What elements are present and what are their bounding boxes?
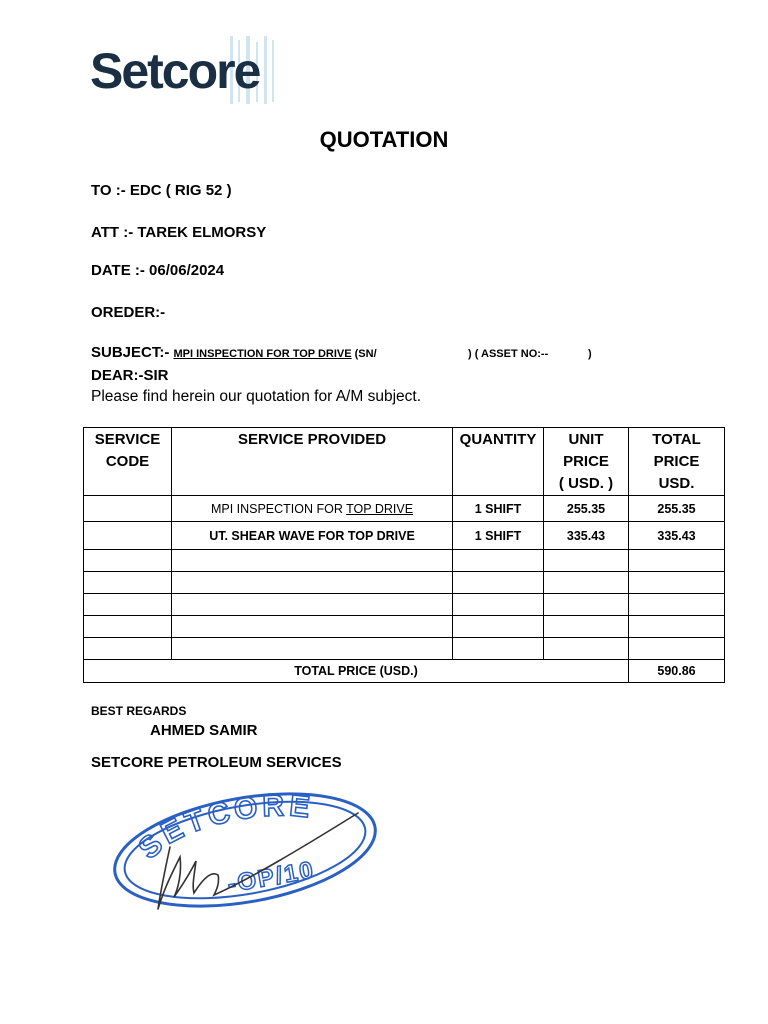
empty-row [84,638,725,660]
row-service: UT. SHEAR WAVE FOR TOP DRIVE [172,522,453,550]
dear-line: DEAR:-SIR [91,367,169,384]
empty-row [84,572,725,594]
order-line: OREDER:- [91,304,166,321]
row-quantity: 1 SHIFT [453,522,544,550]
total-value: 590.86 [629,660,725,683]
company-name: SETCORE PETROLEUM SERVICES [91,754,342,771]
date-line: DATE :- 06/06/2024 [91,262,225,279]
signatory-name: AHMED SAMIR [150,722,258,739]
subject-line [91,344,711,361]
logo-text: Setcore [90,43,260,99]
header-service-code: SERVICE CODE [84,428,172,496]
subject-text: MPI INSPECTION FOR TOP DRIVE [173,348,352,360]
company-logo [90,36,280,106]
stamp-top-text: SETCORE [132,789,316,866]
company-stamp [100,785,390,915]
to-line: TO :- EDC ( RIG 52 ) [91,182,232,199]
table-row [84,522,725,550]
subject-close: ) [588,348,592,360]
empty-row [84,594,725,616]
empty-row [84,616,725,638]
attention-line: ATT :- TAREK ELMORSY [91,224,267,241]
table-header-row [84,428,725,496]
total-label: TOTAL PRICE (USD.) [84,660,629,683]
header-total-price: TOTAL PRICE USD. [629,428,725,496]
row-unit-price: 255.35 [544,496,629,522]
total-row [84,660,725,683]
header-unit-price: UNIT PRICE ( USD. ) [544,428,629,496]
header-service-provided: SERVICE PROVIDED [172,428,453,496]
stamp-bottom-text: -OP/10 [225,856,317,899]
row-code [84,496,172,522]
quotation-table [83,427,725,683]
best-regards: BEST REGARDS [91,704,187,718]
subject-sn: (SN/ [351,348,377,360]
table-row [84,496,725,522]
row-total-price: 255.35 [629,496,725,522]
row-quantity: 1 SHIFT [453,496,544,522]
header-quantity: QUANTITY [453,428,544,496]
row-service: MPI INSPECTION FOR TOP DRIVE [172,496,453,522]
svg-text:SETCORE [127,785,323,869]
document-title: QUOTATION [319,127,449,152]
empty-row [84,550,725,572]
intro-paragraph: Please find herein our quotation for A/M subject. [91,388,422,405]
row-total-price: 335.43 [629,522,725,550]
subject-label: SUBJECT:- [91,344,174,361]
row-code [84,522,172,550]
subject-asset: ) ( ASSET NO:-- [468,348,549,360]
row-unit-price: 335.43 [544,522,629,550]
